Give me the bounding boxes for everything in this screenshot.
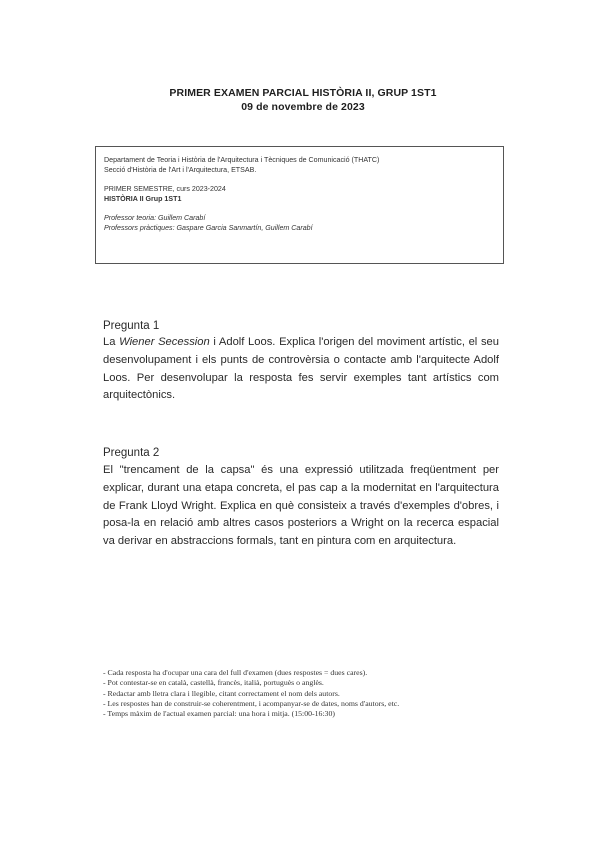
section-line: Secció d'Història de l'Art i l'Arquitectura, ETSAB. bbox=[104, 165, 257, 174]
theory-professor-line: Professor teoria: Guillem Carabí bbox=[104, 214, 206, 222]
question-2-text: El "trencament de la capsa" és una expressió utilitzada freqüentment per explicar, durant una etapa concreta, el pas cap a la modernitat en l'arquitectura de Frank Lloyd Wright. Explica en què consisteix a través d'exemples d'obres, i posa-la en relació amb altres casos posteriors a Wright on la recerca espacial va derivar en abstraccions formals, tant en pintura com en arquitectura. bbox=[103, 464, 499, 548]
semester-line: PRIMER SEMESTRE, curs 2023-2024 bbox=[104, 185, 226, 193]
note-item: - Temps màxim de l'actual examen parcial: una hora i mitja. (15:00-16:30) bbox=[103, 709, 335, 719]
practical-professors-line: Professors pràctiques: Gaspare Garcia Sanmartín, Guillem Carabí bbox=[104, 223, 313, 232]
note-item: - Les respostes han de construir-se coherentment, i acompanyar-se de dates, noms d'autors, etc. bbox=[103, 698, 400, 708]
department-line: Departament de Teoria i Història de l'Arquitectura i Tècniques de Comunicació (THATC) bbox=[104, 156, 380, 164]
note-item: - Cada resposta ha d'ocupar una cara del full d'examen (dues respostes = dues cares). bbox=[103, 668, 368, 677]
note-item: - Pot contestar-se en català, castellà, francès, italià, portuguès o anglès. bbox=[103, 678, 324, 688]
course-info-box bbox=[95, 146, 504, 264]
question-1-emphasis: Wiener Secession bbox=[119, 336, 210, 348]
question-1-title: Pregunta 1 bbox=[103, 320, 160, 332]
question-1-text bbox=[103, 334, 499, 405]
course-line: HISTÒRIA II Grup 1ST1 bbox=[104, 194, 182, 203]
question-1-pre: La bbox=[103, 336, 120, 348]
question-1-body: i Adolf Loos. Explica l'origen del moviment artístic, el seu desenvolupament i els punts de controvèrsia o contacte amb l'arquitecte Adolf Loos. Per desenvolupar la resposta fes servir exemples tant artístics com arquitectònics. bbox=[103, 336, 499, 402]
exam-notes bbox=[103, 668, 503, 719]
note-item: - Redactar amb lletra clara i llegible, citant correctament el nom dels autors. bbox=[103, 688, 340, 698]
exam-title: PRIMER EXAMEN PARCIAL HISTÒRIA II, GRUP 1ST1 bbox=[169, 87, 437, 99]
exam-date: 09 de novembre de 2023 bbox=[241, 101, 365, 113]
question-2-title: Pregunta 2 bbox=[103, 447, 160, 459]
